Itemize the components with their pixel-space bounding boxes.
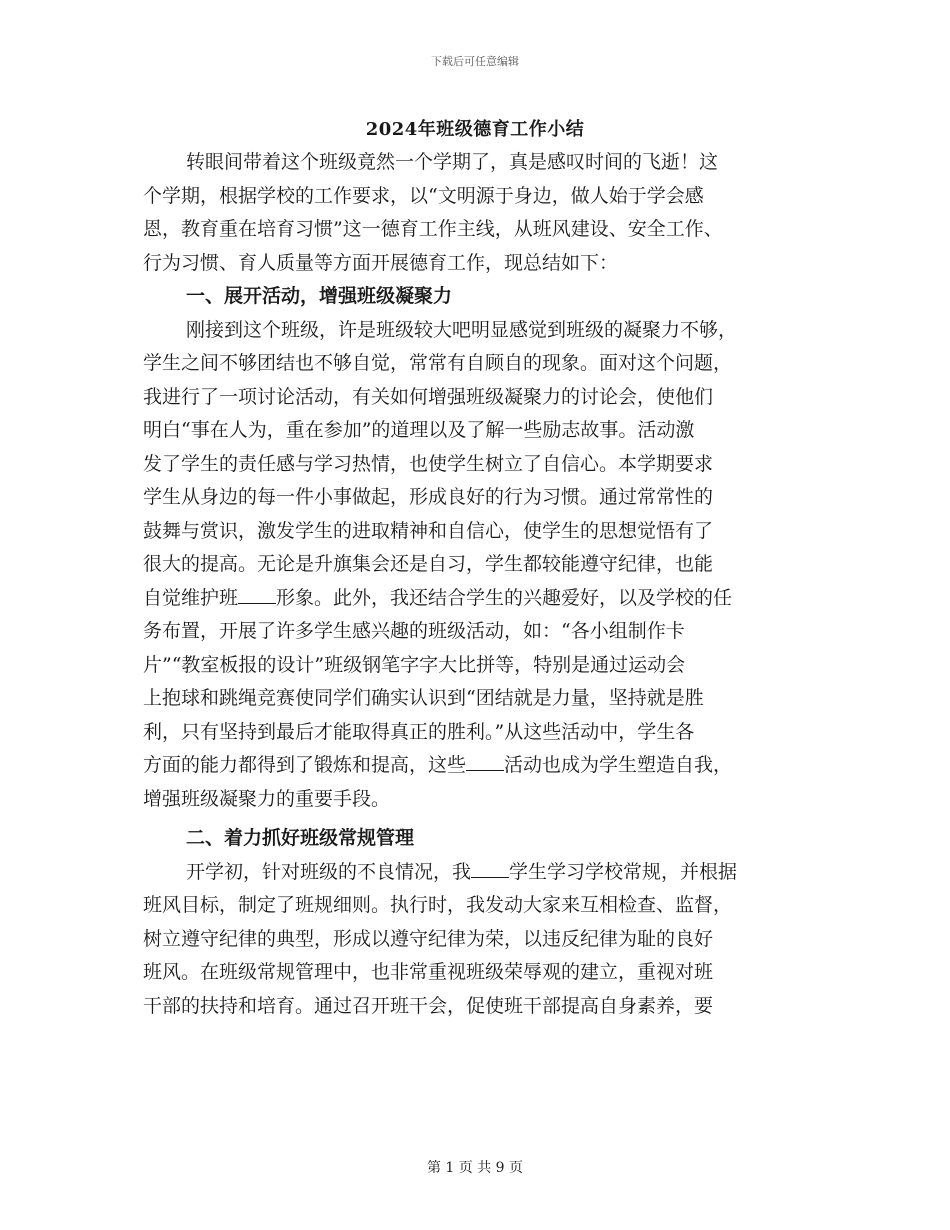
line-text-before-blank: 自觉维护班 xyxy=(143,586,239,609)
line-text-before-blank: 开学初，针对班级的不良情况，我 xyxy=(186,860,472,883)
paragraph-line xyxy=(143,856,811,890)
line-text-after-blank: 学生学习学校常规，并根据 xyxy=(509,860,738,883)
paragraph-line: 班风。在班级常规管理中，也非常重视班级荣辱观的建立，重视对班 xyxy=(143,961,714,983)
paragraph-line: 转眼间带着这个班级竟然一个学期了，真是感叹时间的飞逝！这 xyxy=(186,151,719,173)
paragraph-line: 个学期，根据学校的工作要求，以“文明源于身边，做人始于学会感 xyxy=(143,184,704,207)
section-heading-1: 一、展开活动，增强班级凝聚力 xyxy=(186,285,453,307)
fill-in-blank xyxy=(466,756,504,771)
paragraph-line: 发了学生的责任感与学习热情，也使学生树立了自信心。本学期要求 xyxy=(143,452,714,475)
paragraph-line: 我进行了一项讨论活动，有关如何增强班级凝聚力的讨论会，使他们 xyxy=(143,385,714,408)
line-text-before-blank: 方面的能力都得到了锻炼和提高，这些 xyxy=(143,754,467,776)
paragraph-line: 恩，教育重在培育习惯”这一德育工作主线，从班风建设、安全工作、 xyxy=(143,218,723,240)
section-heading-2: 二、着力抓好班级常规管理 xyxy=(186,827,415,849)
paragraph-line: 学生从身边的每一件小事做起，形成良好的行为习惯。通过常常性的 xyxy=(143,486,714,508)
paragraph-line xyxy=(143,582,811,616)
fill-in-blank xyxy=(471,863,509,878)
paragraph-line: 班风目标，制定了班规细则。执行时，我发动大家来互相检查、监督， xyxy=(143,894,733,916)
paragraph-line: 片”“教室板报的设计”班级钢笔字字大比拼等，特别是通过运动会 xyxy=(143,653,686,676)
paragraph-line: 行为习惯、育人质量等方面开展德育工作，现总结如下： xyxy=(143,251,619,274)
paragraph-line: 学生之间不够团结也不够自觉，常常有自顾自的现象。面对这个问题， xyxy=(143,352,733,374)
paragraph-line: 很大的提高。无论是升旗集会还是自习，学生都较能遵守纪律，也能 xyxy=(143,553,714,575)
paragraph-line: 增强班级凝聚力的重要手段。 xyxy=(143,787,391,810)
page-number: 第 1 页 共 9 页 xyxy=(426,1160,524,1176)
paragraph-line: 利，只有坚持到最后才能取得真正的胜利。”从这些活动中，学生各 xyxy=(143,720,695,743)
document-title: 2024年班级德育工作小结 xyxy=(365,119,585,140)
paragraph-line: 刚接到这个班级，许是班级较大吧明显感觉到班级的凝聚力不够， xyxy=(186,318,738,341)
paragraph-line: 树立遵守纪律的典型，形成以遵守纪律为荣，以违反纪律为耻的良好 xyxy=(143,927,714,950)
fill-in-blank xyxy=(238,589,276,604)
paragraph-line: 明白“事在人为，重在参加”的道理以及了解一些励志故事。活动激 xyxy=(143,419,695,441)
line-text-after-blank: 形象。此外，我还结合学生的兴趣爱好，以及学校的任 xyxy=(276,586,733,609)
paragraph-line: 干部的扶持和培育。通过召开班干会，促使班干部提高自身素养，要 xyxy=(143,994,714,1017)
line-text-after-blank: 活动也成为学生塑造自我， xyxy=(504,754,733,776)
header-note: 下载后可任意编辑 xyxy=(431,55,519,68)
paragraph-line xyxy=(143,749,811,783)
paragraph-line: 上抱球和跳绳竞赛使同学们确实认识到“团结就是力量，坚持就是胜 xyxy=(143,687,704,709)
paragraph-line: 务布置，开展了许多学生感兴趣的班级活动，如：“各小组制作卡 xyxy=(143,620,685,642)
document-body xyxy=(143,146,811,1023)
paragraph-line: 鼓舞与赏识，激发学生的进取精神和自信心，使学生的思想觉悟有了 xyxy=(143,519,714,542)
